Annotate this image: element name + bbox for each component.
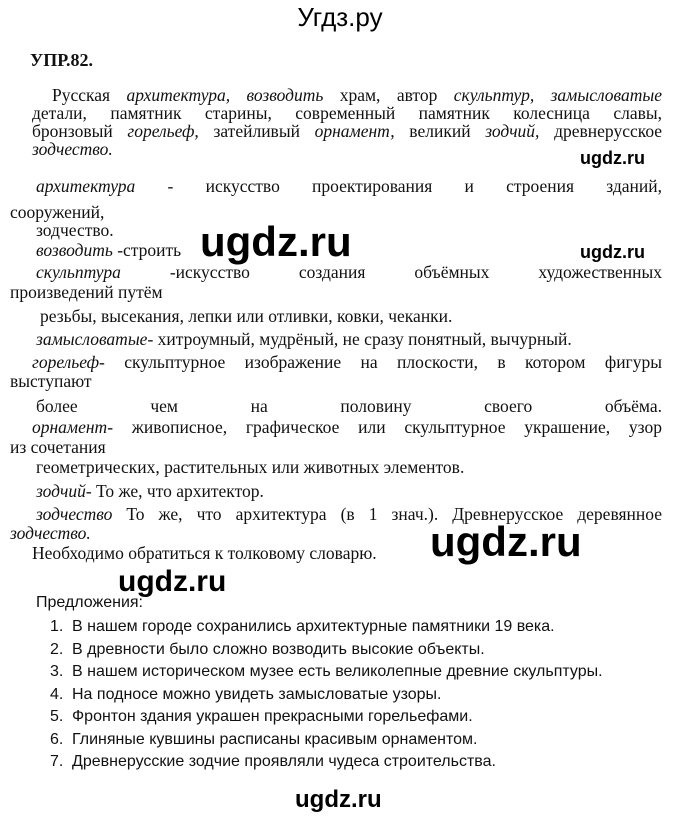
definition-text: выступают	[10, 371, 92, 391]
definition-intricate: замысловатые- хитроумный, мудрёный, не сразу понятный, вычурный.	[36, 329, 572, 349]
definition-text: произведений путём	[10, 282, 163, 302]
note-text: Необходимо обратиться к толковому словарю.	[32, 543, 377, 563]
watermark: ugdz.ru	[295, 786, 382, 813]
definition-architect: зодчий- То же, что архитектор.	[36, 481, 264, 501]
definition-text: геометрических, растительных или животных элементов.	[36, 457, 465, 477]
definition-architecture-craft: зодчество То же, что архитектура (в 1 знач.). Древнерусское деревянное	[36, 504, 662, 524]
watermark: ugdz.ru	[580, 242, 645, 262]
sentences-title: Предложения:	[36, 594, 143, 611]
intro-line-1: Русская архитектура, возводить храм, автор скульптур, замысловатые	[52, 85, 663, 105]
exercise-number: УПР.82.	[30, 50, 93, 70]
site-title: Угдз.ру	[297, 2, 383, 32]
watermark: ugdz.ru	[200, 218, 352, 265]
definition-text: из сочетания	[10, 437, 106, 457]
definition-erect: возводить -строить	[36, 240, 182, 260]
intro-line-3: бронзовый горельеф, затейливый орнамент, великий зодчий, древнерусское	[32, 121, 663, 141]
definition-text: сооружений,	[10, 202, 105, 222]
sentence-item: 1. В нашем городе сохранились архитектурные памятники 19 века.	[50, 618, 555, 635]
definition-text: зодчество.	[36, 220, 114, 240]
sentence-item: 7. Древнерусские зодчие проявляли чудеса строительства.	[50, 753, 496, 770]
watermark: ugdz.ru	[580, 148, 645, 168]
intro-line-4: зодчество.	[32, 139, 113, 159]
intro-line-2: детали, памятник старины, современный памятник колесница славы,	[32, 103, 662, 123]
sentence-item: 3. В нашем историческом музее есть великолепные древние скульптуры.	[50, 663, 603, 680]
definition-high-relief: горельеф- скульптурное изображение на плоскости, в котором фигуры	[32, 352, 662, 372]
definition-text: более чем на половину своего объёма.	[36, 396, 662, 416]
watermark: ugdz.ru	[430, 518, 582, 565]
definition-architecture: архитектура - искусство проектирования и строения зданий,	[36, 176, 662, 196]
sentence-item: 2. В древности было сложно возводить высокие объекты.	[50, 641, 485, 658]
sentence-item: 4. На подносе можно увидеть замысловатые узоры.	[50, 686, 442, 703]
definition-sculpture: скульптура -искусство создания объёмных художественных	[36, 262, 663, 282]
definition-ornament: орнамент- живописное, графическое или скульптурное украшение, узор	[32, 417, 662, 437]
sentence-item: 5. Фронтон здания украшен прекрасными горельефами.	[50, 708, 473, 725]
watermark: ugdz.ru	[118, 565, 227, 598]
definition-text: резьбы, высекания, лепки или отливки, ковки, чеканки.	[40, 306, 453, 326]
sentence-item: 6. Глиняные кувшины расписаны красивым орнаментом.	[50, 731, 478, 748]
definition-text: зодчество.	[10, 523, 91, 543]
